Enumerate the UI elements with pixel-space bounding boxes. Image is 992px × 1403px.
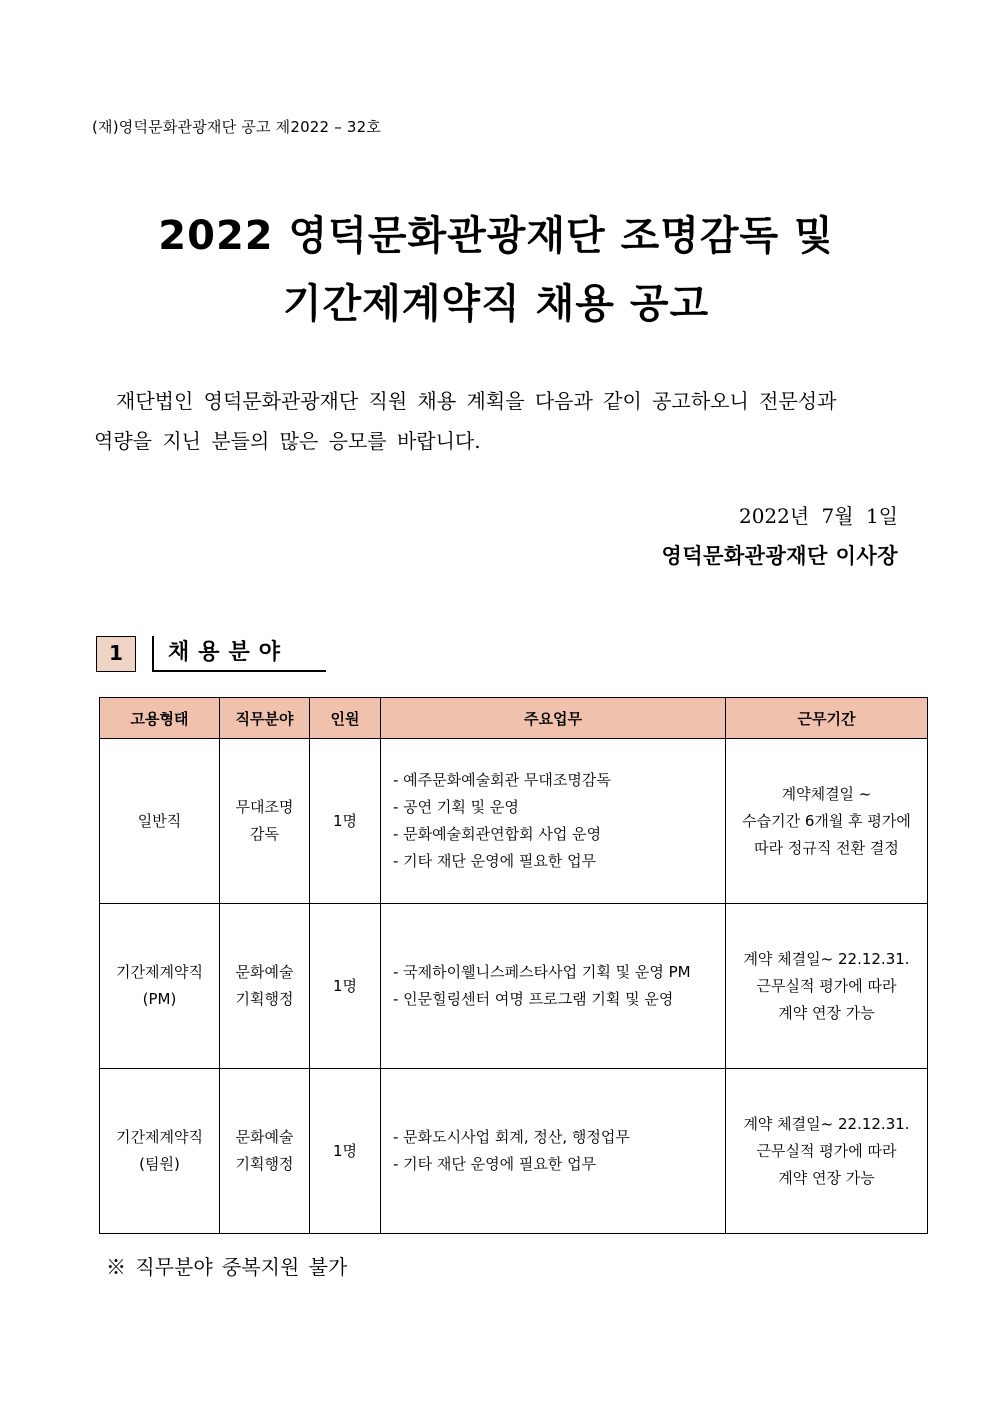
cell-job-field (220, 1069, 310, 1234)
announcement-date: 2022년 7월 1일 (738, 504, 898, 528)
cell-line: 기간제계약직 (116, 963, 203, 981)
notice-number: (재)영덕문화관광재단 공고 제2022 – 32호 (92, 118, 382, 136)
cell-line: 문화예술 (235, 1128, 294, 1146)
title-line-1: 2022 영덕문화관광재단 조명감독 및 (158, 213, 834, 259)
cell-line: (팀원) (139, 1155, 180, 1173)
cell-line: 기간제계약직 (116, 1128, 203, 1146)
cell-line: 일반직 (137, 811, 182, 830)
cell-line: 근무실적 평가에 따라 (756, 1141, 897, 1160)
cell-work-period (726, 739, 928, 904)
cell-headcount: 1명 (310, 1069, 381, 1234)
table-row (100, 739, 928, 904)
cell-line: 계약 연장 가능 (778, 1003, 875, 1022)
cell-line: 따라 정규직 전환 결정 (754, 838, 899, 857)
section-number: 1 (96, 636, 136, 672)
duty-item: - 공연 기획 및 운영 (393, 798, 519, 816)
cell-main-duties (381, 904, 726, 1069)
header-work-period: 근무기간 (726, 698, 928, 739)
section-title: 채용분야 (152, 636, 326, 672)
cell-line: 감독 (250, 825, 279, 843)
cell-employment-type (100, 904, 220, 1069)
cell-work-period (726, 1069, 928, 1234)
duty-item: - 기타 재단 운영에 필요한 업무 (393, 1155, 597, 1173)
header-headcount: 인원 (310, 698, 381, 739)
cell-job-field (220, 739, 310, 904)
intro-line-2: 역량을 지닌 분들의 많은 응모를 바랍니다. (94, 429, 481, 453)
cell-employment-type (100, 739, 220, 904)
cell-work-period (726, 904, 928, 1069)
header-main-duties: 주요업무 (381, 698, 726, 739)
duty-item: - 예주문화예술회관 무대조명감독 (393, 771, 611, 789)
cell-headcount: 1명 (310, 904, 381, 1069)
duty-item: - 인문힐링센터 여명 프로그램 기획 및 운영 (393, 990, 674, 1008)
cell-line: 문화예술 (235, 963, 294, 981)
duty-item: - 문화도시사업 회계, 정산, 행정업무 (393, 1128, 630, 1146)
intro-paragraph (94, 381, 900, 461)
intro-line-1: 재단법인 영덕문화관광재단 직원 채용 계획을 다음과 같이 공고하오니 전문성과 (116, 389, 837, 413)
cell-job-field (220, 904, 310, 1069)
header-employment-type: 고용형태 (100, 698, 220, 739)
cell-employment-type (100, 1069, 220, 1234)
cell-headcount: 1명 (310, 739, 381, 904)
title-line-2: 기간제계약직 채용 공고 (282, 281, 710, 327)
cell-line: (PM) (142, 990, 177, 1008)
duty-item: - 국제하이웰니스페스타사업 기획 및 운영 PM (393, 963, 691, 981)
cell-line: 무대조명 (235, 798, 294, 816)
cell-main-duties (381, 739, 726, 904)
cell-line: 기획행정 (235, 990, 294, 1008)
cell-line: 기획행정 (235, 1155, 294, 1173)
table-row (100, 1069, 928, 1234)
cell-line: 계약 체결일~ 22.12.31. (743, 949, 910, 968)
recruitment-table (99, 697, 928, 1234)
duty-item: - 문화예술회관연합회 사업 운영 (393, 825, 602, 843)
footnote: ※ 직무분야 중복지원 불가 (106, 1255, 348, 1279)
cell-line: 수습기간 6개월 후 평가에 (742, 811, 911, 830)
signer: 영덕문화관광재단 이사장 (661, 543, 898, 568)
cell-line: 계약 체결일~ 22.12.31. (743, 1114, 910, 1133)
cell-line: 근무실적 평가에 따라 (756, 976, 897, 995)
cell-main-duties (381, 1069, 726, 1234)
table-header-row (100, 698, 928, 739)
table-row (100, 904, 928, 1069)
duty-item: - 기타 재단 운영에 필요한 업무 (393, 852, 597, 870)
header-job-field: 직무분야 (220, 698, 310, 739)
cell-line: 계약체결일 ~ (781, 784, 872, 803)
cell-line: 계약 연장 가능 (778, 1168, 875, 1187)
